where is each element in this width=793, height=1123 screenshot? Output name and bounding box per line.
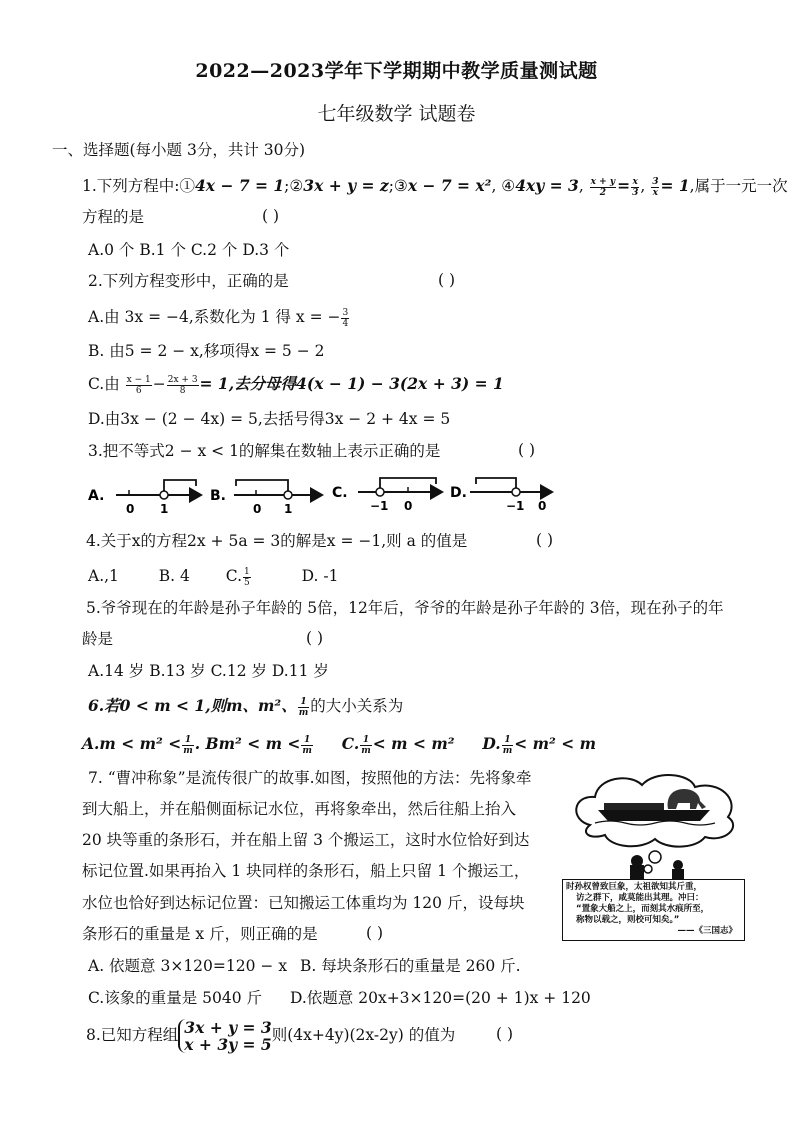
q7-illustration [560,765,750,945]
q1-comma: , [640,177,651,195]
q1-sep-3: , ④ [491,177,516,195]
question-2-stem: 2.下列方程变形中，正确的是 [88,272,289,290]
q6-option-d: D. [482,734,501,753]
q3-b-tick-1: 1 [284,502,293,516]
question-4-stem: 4.关于x的方程2x + 5a = 3的解是x = −1,则 a 的值是 [86,532,468,550]
q3-label-b: B. [210,488,226,504]
q3-answer-paren: ( ) [518,441,536,459]
q2-option-a [88,307,350,329]
q2-option-b: B. 由5 = 2 − x,移项得x = 5 − 2 [88,342,325,360]
q2-option-c [88,374,504,396]
q6-option-a: A.m < m² < [82,734,182,753]
q8-equation-system [178,1019,271,1053]
q7-answer-paren: ( ) [366,924,384,942]
q1-fraction-3: $\frac{3}{x}$ [652,176,659,198]
elephant-boat-cartoon [560,765,750,885]
q2-c-fraction-2: $\frac{2x + 3}{8}$ [167,374,198,396]
q1-eq-2: 3x + y = z [303,176,389,195]
q7-option-b: B. 每块条形石的重量是 260 斤. [300,957,521,975]
section-heading: 一、选择题(每小题 3分，共计 30分) [52,141,306,159]
question-7-line4: 标记位置.如果再抬入 1 块同样的条形石，船上只留 1 个搬运工， [82,862,530,880]
q3-label-d: D. [450,485,467,501]
q7-caption-line1: 时孙权曾致巨象，太祖欲知其斤重， [566,882,703,892]
q1-fraction-2: $\frac{x}{3}$ [632,176,639,198]
q7-option-a: A. 依题意 3×120=120 − x [88,957,288,975]
exam-subtitle: 七年级数学 试题卷 [317,103,476,125]
q7-caption-box [562,879,745,941]
q7-caption-line2: 访之群下，咸莫能出其理。冲曰： [576,893,704,903]
question-5-line1: 5.爷爷现在的年龄是孙子年龄的 5倍，12年后，爷爷的年龄是孙子年龄的 3倍，现在孙子的年 [86,599,724,617]
q1-sep-1: ;② [284,177,304,195]
q7-caption-source: ——《三国志》 [677,926,737,936]
q1-sep-2: ;③ [388,177,408,195]
q3-label-a: A. [88,488,105,504]
question-1-line2: 方程的是 [82,208,145,226]
q3-point-d [512,488,520,496]
q2-c-minus: − [152,375,166,393]
q3-c-tick-neg1: −1 [370,499,389,513]
q3-point-a [160,491,168,499]
q6-d-fraction: $\frac{1}{m}$ [502,734,513,756]
q3-b-tick-0: 0 [253,502,262,516]
q4-options [88,566,338,588]
question-7-line1: 7. “曹冲称象”是流传很广的故事.如图，按照他的方法：先将象牵 [88,769,532,787]
q8-answer-paren: ( ) [496,1025,514,1043]
q8-suffix: 则(4x+4y)(2x-2y) 的值为 [271,1026,456,1044]
q2-answer-paren: ( ) [438,271,456,289]
q6-options [82,734,596,756]
q4-option-b: B. 4 [158,567,190,585]
q3-a-tick-0: 0 [126,502,135,516]
q8-prefix: 8.已知方程组 [86,1026,179,1044]
q3-a-tick-1: 1 [160,502,169,516]
q7-option-d: D.依题意 20x+3×120=(20 + 1)x + 120 [290,989,591,1007]
q7-option-c: C.该象的重量是 5040 斤 [88,989,263,1007]
q6-option-c: C. [341,734,360,753]
q6-a-fraction: $\frac{1}{m}$ [183,734,193,756]
question-6-stem [88,696,403,718]
q6-option-b: . Bm² < m < [194,734,301,753]
exam-title: 2022—2023学年下学期期中教学质量测试题 [195,60,598,82]
q3-d-tick-0: 0 [538,499,547,513]
q2-c-pre: C.由 [88,375,125,393]
q1-answer-paren: ( ) [262,207,280,225]
q1-prefix: 1.下列方程中:① [82,177,196,195]
question-7-line6: 条形石的重量是 x 斤，则正确的是 [82,925,318,943]
q1-options: A.0 个 B.1 个 C.2 个 D.3 个 [88,241,290,259]
q6-stem-post: 的大小关系为 [310,697,404,715]
q2-a-fraction: $\frac{3}{4}$ [342,307,349,329]
question-7-line3: 20 块等重的条形石，并在船上留 3 个搬运工，这时水位恰好到达 [82,831,530,849]
q6-option-c-rest: < m < m² [372,734,455,753]
q1-eq-1: 4x − 7 = 1 [195,176,285,195]
q3-number-lines [86,470,556,520]
q3-point-c [376,488,384,496]
q1-suffix: ,属于一元一次 [689,177,788,195]
q3-d-tick-neg1: −1 [506,499,525,513]
q6-c-fraction: $\frac{1}{m}$ [361,734,371,756]
q5-options: A.14 岁 B.13 岁 C.12 岁 D.11 岁 [88,662,329,680]
question-7-line2: 到大船上，并在船侧面标记水位，再将象牵出，然后往船上抬入 [82,800,517,818]
q3-label-c: C. [332,485,348,501]
q2-c-fraction-1: $\frac{x - 1}{6}$ [126,374,151,396]
q2-a-text: A.由 3x = −4,系数化为 1 得 x = − [88,308,341,326]
q3-point-b [284,491,292,499]
q2-option-d: D.由3x − (2 − 4x) = 5,去括号得3x − 2 + 4x = 5 [88,410,451,428]
question-1-stem [82,176,788,198]
q6-stem-fraction: $\frac{1}{m}$ [298,696,309,718]
q1-equals: = [617,176,631,195]
q3-c-tick-0: 0 [404,499,413,513]
q1-sep-4: , [578,177,589,195]
q4-option-a: A.,1 [88,567,119,585]
question-3-stem: 3.把不等式2 − x < 1的解集在数轴上表示正确的是 [88,442,441,460]
q6-stem-pre: 6.若0 < m < 1,则m、m²、 [88,696,297,715]
q6-b-fraction: $\frac{1}{m}$ [302,734,312,756]
q7-caption-line4: 称物以载之，则校可知矣。” [576,915,680,925]
q1-fraction-1: $\frac{x + y}{2}$ [590,176,616,198]
q2-c-post: = 1,去分母得4(x − 1) − 3(2x + 3) = 1 [199,374,504,393]
q8-equation-2: x + 3y = 5 [184,1035,272,1054]
q5-answer-paren: ( ) [306,629,324,647]
q4-option-c-fraction: $\frac{1}{5}$ [244,566,250,588]
q6-option-d-rest: < m² < m [514,734,597,753]
q4-option-c: C. [225,567,243,585]
question-8-stem [86,1018,455,1053]
question-7-line5: 水位也恰好到达标记位置：已知搬运工体重均为 120 斤，设每块 [82,894,525,912]
q1-eq-5: = 1 [660,176,690,195]
question-5-line2: 龄是 [82,630,114,648]
q4-answer-paren: ( ) [536,531,554,549]
q7-caption-line3: “置象大船之上，而刻其水痕所至， [576,904,710,914]
q1-eq-4: 4xy = 3 [515,176,579,195]
q8-equation-1: 3x + y = 3 [184,1018,272,1037]
q4-option-d: D. -1 [301,567,339,585]
q1-eq-3: x − 7 = x² [407,176,492,195]
